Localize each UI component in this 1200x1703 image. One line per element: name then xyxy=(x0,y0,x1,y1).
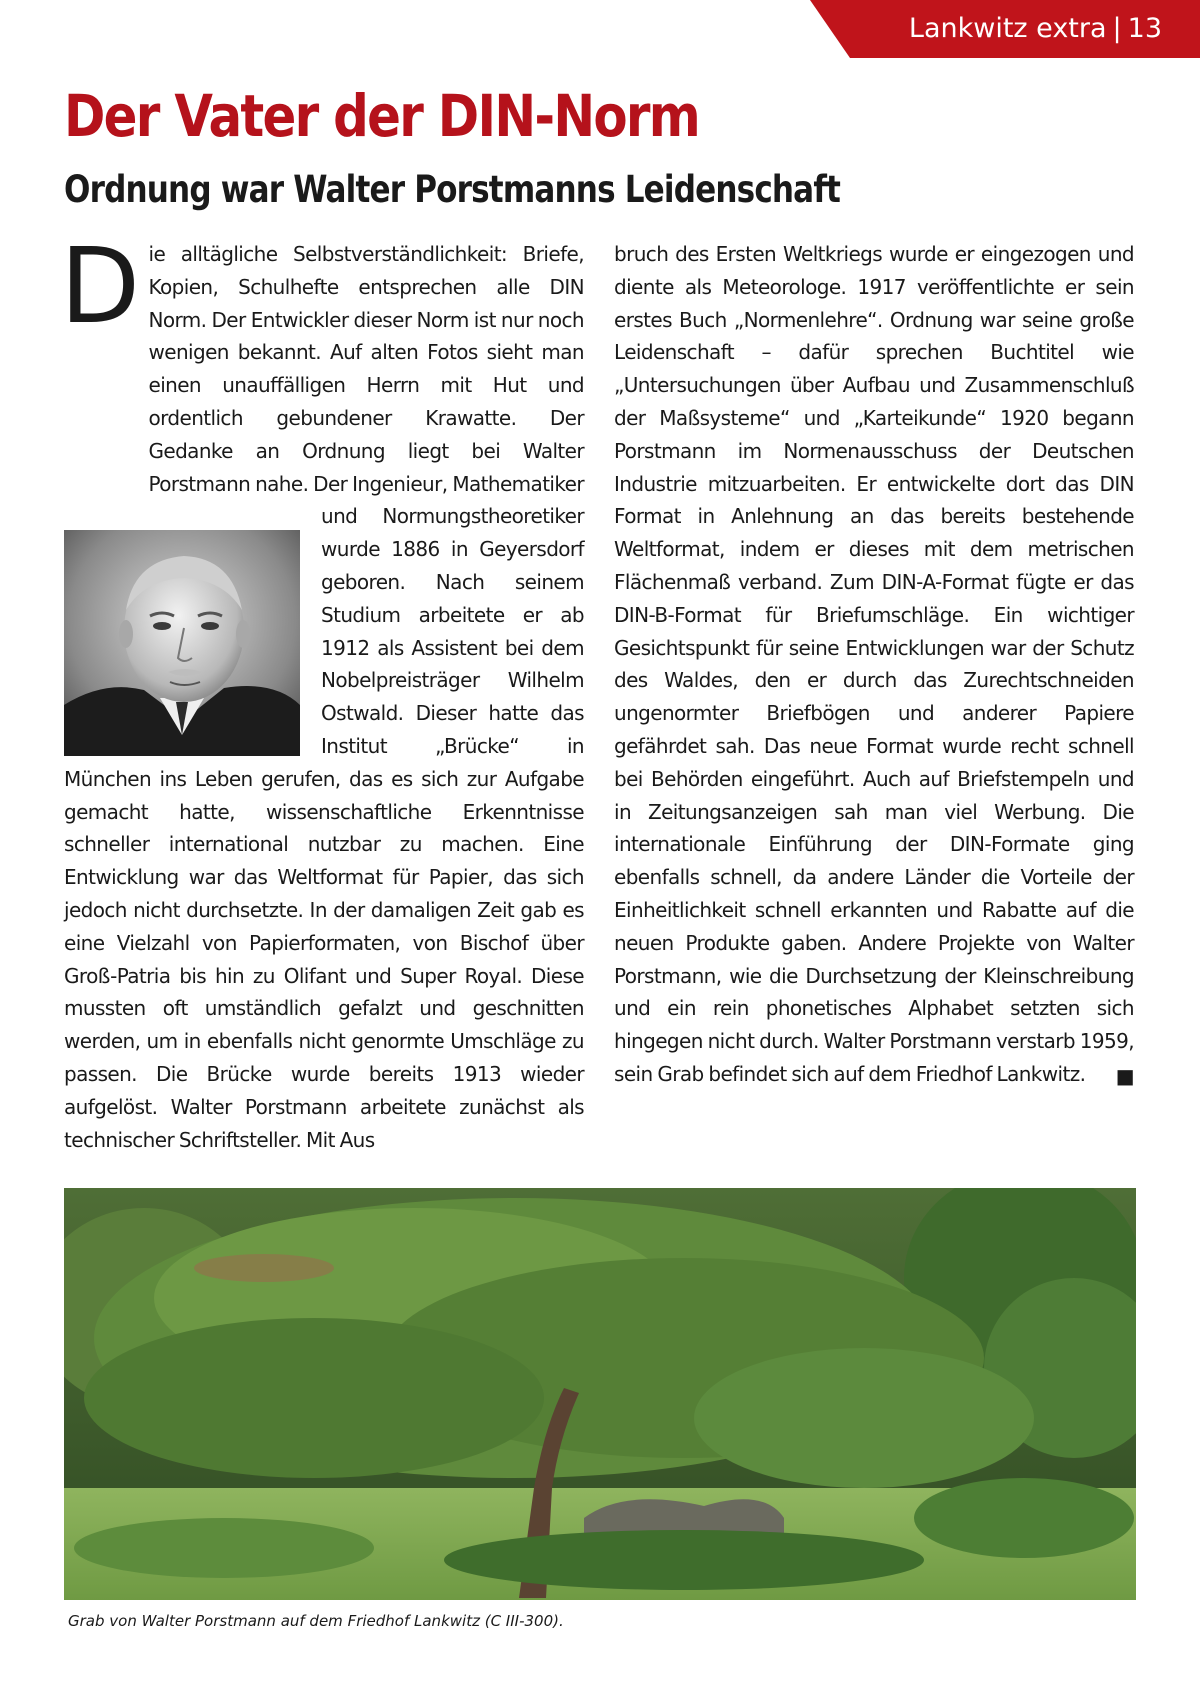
end-of-article-mark: ■ xyxy=(1115,1063,1134,1088)
article-text-right-body: bruch des Ersten Weltkriegs wurde er eingezogen und diente als Meteorologe. 1917 veröffentlichte er sein erstes Buch „Normenlehre“. Ordnung war seine große Leidenschaft – dafür sprechen Buchtitel wie „Untersuchungen über Aufbau und Zusammenschluß der Maßsysteme“ und „Karteikunde“ 1920 begann Porstmann im Normenausschuss der Deutschen Industrie mitzuarbeiten. Er entwickelte dort das DIN Format in Anlehnung an das bereits bestehende Weltformat, indem er dieses mit dem metrischen Flächenmaß verband. Zum DIN-A-Format fügte er das DIN-B-Format für Briefumschläge. Ein wichtiger Gesichtspunkt für seine Entwicklungen war der Schutz des Waldes, den er durch das Zurechtschneiden ungenormter Briefbögen und anderer Papiere gefährdet sah. Das neue Format wurde recht schnell bei Behörden eingeführt. Auch auf Briefstempeln und in Zeitungsanzeigen sah man viel Werbung. Die internationale Einführung der DIN-Formate ging ebenfalls schnell, da andere Länder die Vorteile der Einheitlichkeit schnell erkannten und Rabatte auf die neuen Produkte gaben. Andere Projekte von Walter Porstmann, wie die Durchsetzung der Kleinschreibung und ein rein phonetisches Alphabet setzten sich hingegen nicht durch. Walter Porstmann verstarb 1959, sein Grab befindet sich auf dem Friedhof Lankwitz. xyxy=(614,242,1134,1086)
page-number: 13 xyxy=(1127,13,1162,44)
portrait-photo xyxy=(64,530,300,756)
photo-caption: Grab von Walter Porstmann auf dem Friedhof Lankwitz (C III-300). xyxy=(68,1612,564,1630)
article-subtitle: Ordnung war Walter Porstmanns Leidenschaft xyxy=(64,168,841,211)
grave-photo xyxy=(64,1188,1136,1600)
header-separator: | xyxy=(1112,13,1122,44)
article-text-left: ie alltägliche Selbstverständlichkeit: Briefe, Kopien, Schulhefte entsprechen alle DIN Norm. Der Entwickler dieser Norm ist nur noch wenigen bekannt. Auf alten Fotos sieht man einen unauffälligen Herrn mit Hut und ordentlich gebundener Krawatte. Der Gedanke an Ordnung liegt bei Walter Porstmann nahe. Der Ingenieur, Mathematiker und Normungstheoretiker wurde 1886 in Geyersdorf geboren. Nach seinem Studium arbeitete er ab 1912 als Assistent bei dem Nobelpreisträger Wilhelm Ostwald. Dieser hatte das Institut „Brücke“ in München ins Leben gerufen, das es sich zur Aufgabe gemacht hatte, wissenschaftliche Erkenntnisse schneller international nutzbar zu machen. Eine Entwicklung war das Weltformat für Papier, das sich jedoch nicht durchsetzte. In der damaligen Zeit gab es eine Vielzahl von Papierformaten, von Bischof über Groß-Patria bis hin zu Olifant und Super Royal. Diese mussten oft umständlich gefalzt und geschnitten werden, um in ebenfalls nicht genormte Umschläge zu passen. Die Brücke wurde bereits 1913 wieder aufgelöst. Walter Porstmann arbeitete zunächst als technischer Schriftsteller. Mit Aus xyxy=(64,242,584,1152)
article-text-right xyxy=(614,238,1134,1091)
grave-photo-illustration xyxy=(64,1188,1136,1600)
header-section-label xyxy=(909,8,1162,50)
drop-cap: D xyxy=(60,225,140,347)
section-name: Lankwitz extra xyxy=(908,13,1107,44)
article-column-right xyxy=(614,238,1134,1093)
portrait-illustration xyxy=(64,530,300,756)
article-title: Der Vater der DIN-Norm xyxy=(64,82,700,150)
